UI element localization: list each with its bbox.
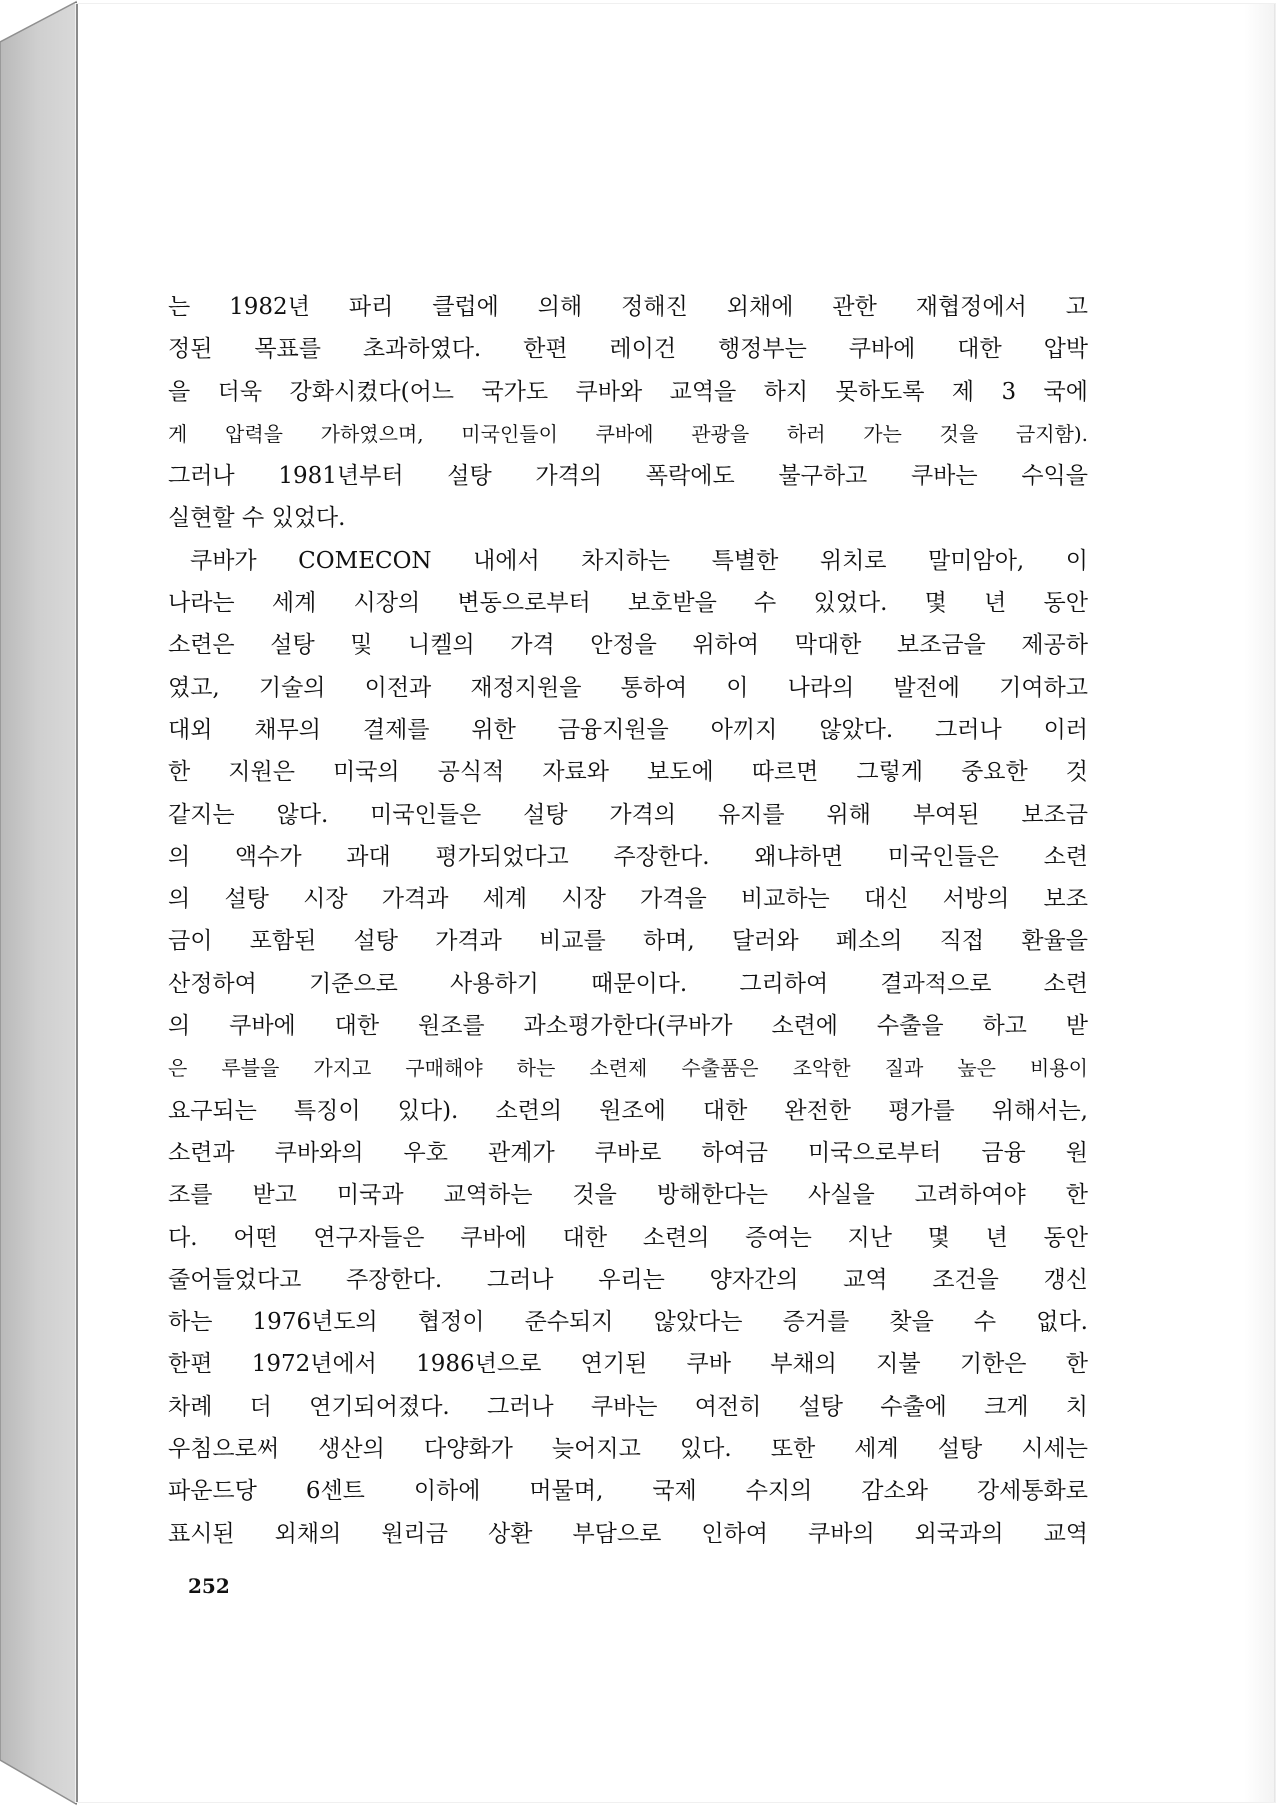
page-number: 252 <box>188 1574 230 1598</box>
text-line: 요구되는 특징이 있다). 소련의 원조에 대한 완전한 평가를 위해서는, <box>168 1097 1088 1124</box>
text-line: 나라는 세계 시장의 변동으로부터 보호받을 수 있었다. 몇 년 동안 <box>168 590 1088 617</box>
text-line: 조를 받고 미국과 교역하는 것을 방해한다는 사실을 고려하여야 한 <box>168 1182 1088 1209</box>
text-line: 소련은 설탕 및 니켈의 가격 안정을 위하여 막대한 보조금을 제공하 <box>168 632 1088 659</box>
text-line: 는 1982년 파리 클럽에 의해 정해진 외채에 관한 재협정에서 고 <box>168 294 1088 320</box>
text-line: 의 설탕 시장 가격과 세계 시장 가격을 비교하는 대신 서방의 보조 <box>168 886 1088 913</box>
text-line: 줄어들었다고 주장한다. 그러나 우리는 양자간의 교역 조건을 갱신 <box>168 1266 1088 1293</box>
book-spine <box>0 0 80 1806</box>
body-text <box>168 286 1088 1555</box>
text-line: 다. 어떤 연구자들은 쿠바에 대한 소련의 증여는 지난 몇 년 동안 <box>168 1224 1088 1251</box>
text-line: 의 액수가 과대 평가되었다고 주장한다. 왜냐하면 미국인들은 소련 <box>168 843 1088 870</box>
text-line: 한편 1972년에서 1986년으로 연기된 쿠바 부채의 지불 기한은 한 <box>168 1351 1088 1378</box>
text-line: 하는 1976년도의 협정이 준수되지 않았다는 증거를 찾을 수 없다. <box>168 1309 1088 1336</box>
page-edge-shade <box>1244 4 1274 1802</box>
text-line: 표시된 외채의 원리금 상환 부담으로 인하여 쿠바의 외국과의 교역 <box>168 1520 1088 1547</box>
text-line: 실현할 수 있었다. <box>168 505 346 532</box>
text-line: 대외 채무의 결제를 위한 금융지원을 아끼지 않았다. 그러나 이러 <box>168 716 1088 743</box>
text-line: 정된 목표를 초과하였다. 한편 레이건 행정부는 쿠바에 대한 압박 <box>168 336 1088 363</box>
text-line: 의 쿠바에 대한 원조를 과소평가한다(쿠바가 소련에 수출을 하고 받 <box>168 1013 1088 1040</box>
text-line: 금이 포함된 설탕 가격과 비교를 하며, 달러와 페소의 직접 환율을 <box>168 928 1088 955</box>
text-line: 을 더욱 강화시켰다(어느 국가도 쿠바와 교역을 하지 못하도록 제 3 국에 <box>168 378 1088 405</box>
text-line: 파운드당 6센트 이하에 머물며, 국제 수지의 감소와 강세통화로 <box>168 1478 1088 1505</box>
text-line: 쿠바가 COMECON 내에서 차지하는 특별한 위치로 말미암아, 이 <box>190 547 1088 574</box>
text-line: 한 지원은 미국의 공식적 자료와 보도에 따르면 그렇게 중요한 것 <box>168 759 1088 786</box>
text-line: 우침으로써 생산의 다양화가 늦어지고 있다. 또한 세계 설탕 시세는 <box>168 1436 1088 1463</box>
text-line: 소련과 쿠바와의 우호 관계가 쿠바로 하여금 미국으로부터 금융 원 <box>168 1139 1088 1166</box>
text-line: 산정하여 기준으로 사용하기 때문이다. 그리하여 결과적으로 소련 <box>168 970 1088 997</box>
text-line: 였고, 기술의 이전과 재정지원을 통하여 이 나라의 발전에 기여하고 <box>168 674 1088 701</box>
text-line: 은 루블을 가지고 구매해야 하는 소련제 수출품은 조악한 질과 높은 비용이 <box>168 1056 1088 1081</box>
text-line: 그러나 1981년부터 설탕 가격의 폭락에도 불구하고 쿠바는 수익을 <box>168 463 1088 490</box>
text-line: 같지는 않다. 미국인들은 설탕 가격의 유지를 위해 부여된 보조금 <box>168 801 1088 828</box>
text-line: 차례 더 연기되어졌다. 그러나 쿠바는 여전히 설탕 수출에 크게 치 <box>168 1393 1088 1420</box>
text-line: 게 압력을 가하였으며, 미국인들이 쿠바에 관광을 하러 가는 것을 금지함). <box>168 421 1088 446</box>
